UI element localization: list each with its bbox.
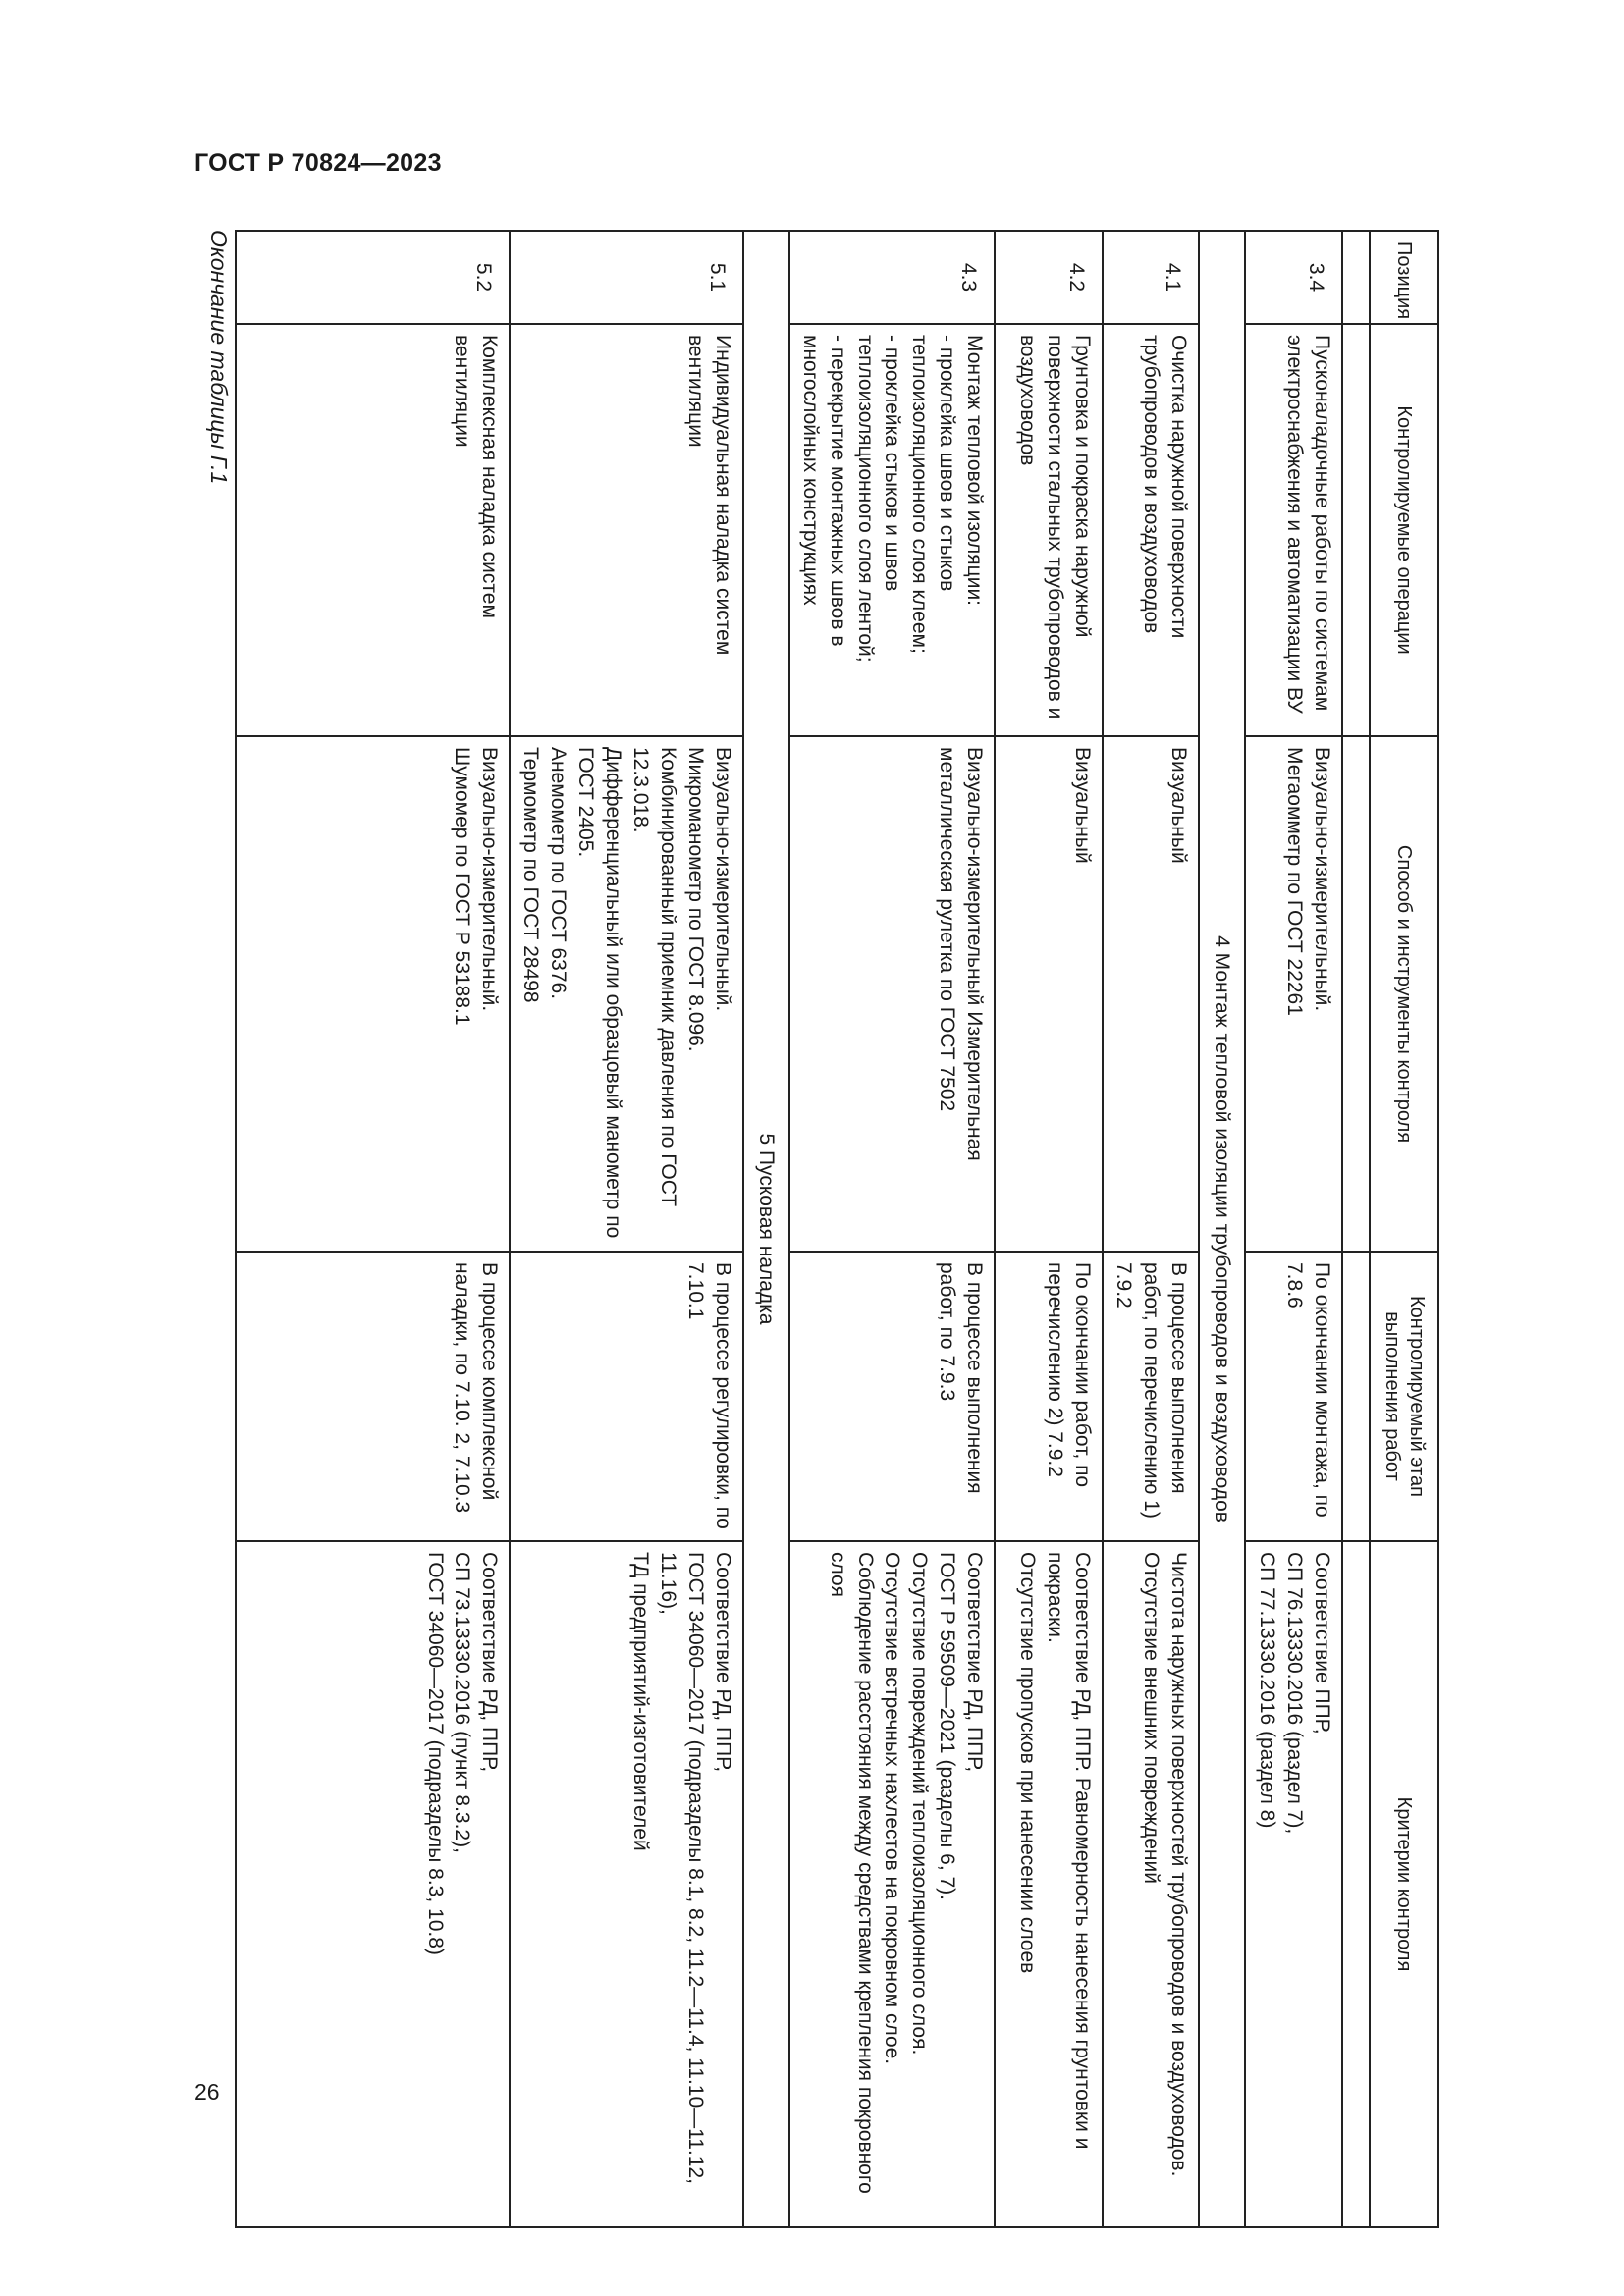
position-cell: 4.3 [789,231,995,324]
col-header-stage: Контролируемый этап выполнения работ [1370,1252,1438,1541]
table-continuation-label: Окончание таблицы Г.1 [206,230,232,485]
stage-cell: По окончании работ, по перечислению 2) 7.9.2 [995,1252,1103,1541]
method-cell: Визуально-измерительный Измерительная металлическая рулетка по ГОСТ 7502 [789,736,995,1252]
header-gap-row [1342,231,1370,2227]
criteria-cell: Соответствие РД, ППР, ГОСТ Р 59509—2021 (разделы 6, 7). Отсутствие повреждений теплоизоляционного слоя. Отсутствие встречных нахлестов на покровном слое. Соблюдение расстояния между средствами крепления покровного слоя [789,1541,995,2227]
section-heading-row [1199,231,1245,2227]
stage-cell: В процессе выполнения работ, по перечислению 1) 7.9.2 [1103,1252,1199,1541]
control-table [235,230,1439,2228]
table-row [236,231,510,2227]
criteria-cell: Соответствие ППР, СП 76.13330.2016 (раздел 7), СП 77.13330.2016 (раздел 8) [1245,1541,1342,2227]
stage-cell: В процессе комплексной наладки, по 7.10. 2, 7.10.3 [236,1252,510,1541]
operations-cell: Пусконаладочные работы по системам электроснабжения и автоматизации ВУ [1245,324,1342,736]
col-header-criteria: Критерии контроля [1370,1541,1438,2227]
col-header-operations: Контролируемые операции [1370,324,1438,736]
criteria-cell: Соответствие РД, ППР. Равномерность нанесения грунтовки и покраски. Отсутствие пропусков при нанесении слоев [995,1541,1103,2227]
operations-cell: Комплексная наладка систем вентиляции [236,324,510,736]
table-row [995,231,1103,2227]
operations-cell: Монтаж тепловой изоляции: - проклейка швов и стыков теплоизоляционного слоя клеем; - проклейка стыков и швов теплоизоляционного слоя лентой; - перекрытие монтажных швов в многослойных конструкциях [789,324,995,736]
criteria-cell: Чистота наружных поверхностей трубопроводов и воздуховодов. Отсутствие внешних повреждений [1103,1541,1199,2227]
table-row [510,231,742,2227]
page-number: 26 [194,2079,220,2105]
table-row [1103,231,1199,2227]
criteria-cell: Соответствие РД, ППР, ГОСТ 34060—2017 (подразделы 8.1, 8.2, 11.2—11.4, 11.10—11.12, 11.16), ТД предприятий-изготовителей [510,1541,742,2227]
stage-cell: В процессе выполнения работ, по 7.9.3 [789,1252,995,1541]
position-cell: 5.1 [510,231,742,324]
table-header-row [1370,231,1438,2227]
section-5-title: 5 Пусковая наладка [743,231,789,2227]
method-cell: Визуальный [1103,736,1199,1252]
section-heading-row [743,231,789,2227]
method-cell: Визуально-измерительный. Шумомер по ГОСТ Р 53188.1 [236,736,510,1252]
col-header-position: Позиция [1370,231,1438,324]
position-cell: 4.1 [1103,231,1199,324]
criteria-cell: Соответствие РД, ППР, СП 73.13330.2016 (пункт 8.3.2), ГОСТ 34060—2017 (подразделы 8.3, 10.8) [236,1541,510,2227]
position-cell: 3.4 [1245,231,1342,324]
method-cell: Визуальный [995,736,1103,1252]
position-cell: 5.2 [236,231,510,324]
table-row [789,231,995,2227]
method-cell: Визуально-измерительный. Микроманометр по ГОСТ 8.096. Комбинированный приемник давления по ГОСТ 12.3.018. Дифференциальный или образцовый манометр по ГОСТ 2405. Анемометр по ГОСТ 6376. Термометр по ГОСТ 28498 [510,736,742,1252]
operations-cell: Индивидуальная наладка систем вентиляции [510,324,742,736]
document-code: ГОСТ Р 70824—2023 [194,149,442,177]
stage-cell: В процессе регулировки, по 7.10.1 [510,1252,742,1541]
stage-cell: По окончании монтажа, по 7.8.6 [1245,1252,1342,1541]
operations-cell: Грунтовка и покраска наружной поверхности стальных трубопроводов и воздуховодов [995,324,1103,736]
operations-cell: Очистка наружной поверхности трубопроводов и воздуховодов [1103,324,1199,736]
table-row [1245,231,1342,2227]
method-cell: Визуально-измерительный. Мегаомметр по ГОСТ 22261 [1245,736,1342,1252]
position-cell: 4.2 [995,231,1103,324]
rotated-table-container [206,230,1439,2226]
section-4-title: 4 Монтаж тепловой изоляции трубопроводов и воздуховодов [1199,231,1245,2227]
col-header-method: Способ и инструменты контроля [1370,736,1438,1252]
